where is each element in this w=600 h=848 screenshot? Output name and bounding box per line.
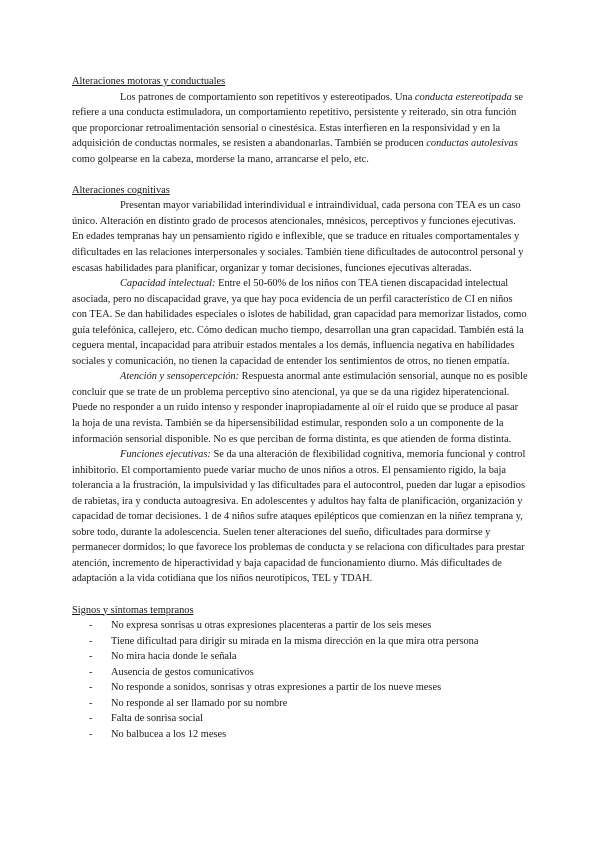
- list-item-text: Ausencia de gestos comunicativos: [111, 666, 254, 678]
- italic-term: conductas autolesivas: [426, 138, 518, 150]
- text-run: Respuesta anormal ante estimulación sensorial, aunque no es posible concluir que se trate de un problema perceptivo sino atencional, ya que se da una rigidez hiperatencional. Puede no responder a un ruido intenso y responder inapropiadamente al oír el ruido que se produce al pasar la hoja de una revista. También se da hipersensibilidad estimular, responden solo a un componente de la información sensorial disponible. No es que perciban de forma distinta, es que atienden de forma distinta.: [72, 371, 528, 445]
- heading-signos-sintomas: Signos y síntomas tempranos: [72, 604, 194, 616]
- paragraph-motoras: [72, 90, 528, 168]
- list-item-text: No responde a sonidos, sonrisas y otras expresiones a partir de los nueve meses: [111, 682, 442, 694]
- paragraph-atencion: [72, 369, 528, 447]
- list-item-text: No responde al ser llamado por su nombre: [111, 697, 288, 709]
- text-run: Los patrones de comportamiento son repetitivos y estereotipados. Una: [120, 91, 415, 103]
- text-run: Se da una alteración de flexibilidad cognitiva, memoria funcional y control inhibitorio. El comportamiento puede variar mucho de unos niños a otros. El pensamiento rígido, la baja tolerancia a la frustración, la impulsividad y las dificultades para el autocontrol, pueden dar lugar a episodios de rabietas, ira y conducta autoagresiva. En adolescentes y adultos hay falta de planificación, organización y capacidad de tomar decisiones. 1 de 4 niños sufre ataques epilépticos que comienzan en la niñez temprana y, sobre todo, durante la adolescencia. Suelen tener alteraciones del sueño, dificultades para dormirse y permanecer dormidos; lo que favorece los problemas de conducta y se relaciona con dificultades para prestar atención, incremento de hiperactividad y baja capacidad de funcionamiento diurno. Más dificultades de adaptación a la vida cotidiana que los niños neurotípicos, TEL y TDAH.: [72, 449, 526, 585]
- spacer: [72, 587, 528, 603]
- list-item: [72, 618, 528, 634]
- list-item: [72, 680, 528, 696]
- list-item: [72, 634, 528, 650]
- bullet-dash: -: [89, 635, 93, 647]
- list-item-text: Tiene dificultad para dirigir su mirada en la misma dirección en la que mira otra persona: [111, 635, 479, 647]
- list-item-text: No balbucea a los 12 meses: [111, 728, 227, 740]
- list-item-text: Falta de sonrisa social: [111, 713, 204, 725]
- italic-label: Atención y sensopercepción:: [120, 371, 240, 383]
- heading-alteraciones-motoras: Alteraciones motoras y conductuales: [72, 76, 226, 87]
- heading-alteraciones-cognitivas: Alteraciones cognitivas: [72, 184, 170, 196]
- symptom-list: [72, 618, 528, 742]
- bullet-dash: -: [89, 728, 93, 740]
- text-run: como golpearse en la cabeza, morderse la mano, arrancarse el pelo, etc.: [72, 153, 369, 165]
- bullet-dash: -: [89, 682, 93, 694]
- list-item: [72, 727, 528, 743]
- text-run: Entre el 50-60% de los niños con TEA tienen discapacidad intelectual asociada, pero no discapacidad grave, ya que hay poca evidencia de un perfil característico de CI en niños con TEA. Se dan habilidades especiales o islotes de habilidad, gran capacidad para memorizar listados, como guía telefónica, callejero, etc. Cómo dedican mucho tiempo, desarrollan una gran capacidad. También está la ceguera mental, incapacidad para atribuir estados mentales a los demás, influencia negativa en habilidades sociales y comunicación, no tienen la capacidad de entender los sentimientos de otros, no tienen empatía.: [72, 278, 527, 367]
- paragraph-cognitivas-intro: Presentan mayor variabilidad interindividual e intraindividual, cada persona con TEA es un caso único. Alteración en distinto grado de procesos atencionales, mnésicos, perceptivos y funciones ejecutivas. En edades tempranas hay un pensamiento rígido e inflexible, que se traduce en rituales comportamentales y dificultades en las relaciones interpersonales y sociales. También tiene dificultades de autocontrol personal y escasas habilidades para planificar, organizar y tomar decisiones, funciones ejecutivas alteradas.: [72, 200, 524, 274]
- italic-label: Capacidad intelectual:: [120, 278, 216, 290]
- spacer: [72, 167, 528, 183]
- document-page: [72, 74, 528, 742]
- bullet-dash: -: [89, 620, 93, 632]
- list-item-text: No expresa sonrisas u otras expresiones placenteras a partir de los seis meses: [111, 620, 432, 632]
- list-item: [72, 696, 528, 712]
- list-item: [72, 649, 528, 665]
- list-item: [72, 711, 528, 727]
- bullet-dash: -: [89, 651, 93, 663]
- paragraph-funciones-ejecutivas: [72, 447, 528, 587]
- paragraph-capacidad-intelectual: [72, 276, 528, 369]
- text-run: se refiere a una conducta estimuladora, un comportamiento repetitivo, persistente y reiterado, sin otra función que proporcionar retroalimentación sensorial o cinestésica. Estas interfieren en la responsividad y en la adquisición de conductas normales, se resisten a abandonarlas. También se producen: [72, 91, 524, 150]
- italic-label: Funciones ejecutivas:: [120, 449, 211, 461]
- bullet-dash: -: [89, 713, 93, 725]
- list-item: [72, 665, 528, 681]
- bullet-dash: -: [89, 666, 93, 678]
- list-item-text: No mira hacia donde le señala: [111, 651, 237, 663]
- italic-term: conducta estereotipada: [414, 91, 512, 103]
- bullet-dash: -: [89, 697, 93, 709]
